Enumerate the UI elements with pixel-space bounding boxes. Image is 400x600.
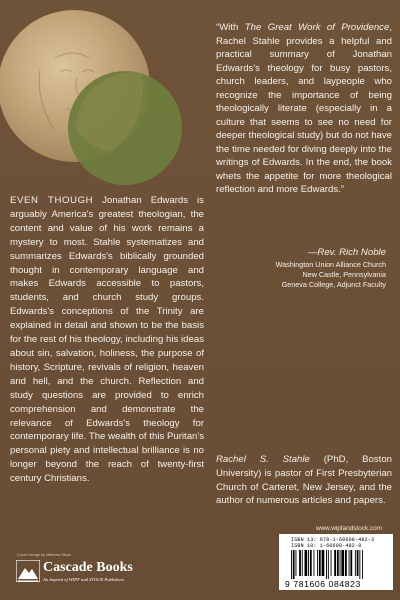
author-name: Rachel S. Stahle xyxy=(216,454,310,465)
endorsement-attribution xyxy=(211,247,386,291)
publisher-name: Cascade Books xyxy=(43,560,133,575)
barcode-bar xyxy=(359,550,360,579)
barcode-bar xyxy=(305,550,308,576)
barcode-bar xyxy=(317,550,318,576)
endorser-affiliation-1: Washington Union Alliance Church xyxy=(275,260,386,269)
isbn-13: ISBN 13: 978-1-60608-482-3 xyxy=(291,537,375,543)
description-lead: EVEN THOUGH xyxy=(10,195,94,206)
cover-design-credit: Cover Design by Matthew Stock xyxy=(17,553,72,557)
isbn-10: ISBN 10: 1-60608-482-8 xyxy=(291,543,362,549)
barcode-bar xyxy=(308,550,309,576)
book-description xyxy=(10,194,204,486)
barcode-bars xyxy=(289,550,385,579)
barcode-bar xyxy=(345,550,347,576)
mountain-logo-icon xyxy=(16,560,40,582)
barcode-bar xyxy=(302,550,303,576)
quote-book-title: The Great Work of Providence xyxy=(244,22,390,33)
barcode-number: 9 781606 084823 xyxy=(285,579,361,589)
barcode-bar xyxy=(293,550,295,579)
barcode-bar xyxy=(350,550,352,576)
publisher-subtitle: An Imprint of WIPF and STOCK Publishers xyxy=(43,577,125,582)
barcode-bar xyxy=(322,550,325,576)
barcode-bar xyxy=(357,550,359,576)
publisher-website: www.wipfandstock.com xyxy=(315,525,382,532)
endorsement-quote xyxy=(216,21,392,197)
endorser-name: —Rev. Rich Noble xyxy=(307,247,386,258)
barcode-bar xyxy=(314,550,315,576)
barcode-bar xyxy=(341,550,344,576)
barcode-bar xyxy=(328,550,329,579)
barcode-bar xyxy=(296,550,297,576)
author-bio xyxy=(216,453,392,508)
barcode-bar xyxy=(362,550,363,579)
endorser-affiliation-2: New Castle, Pennsylvania xyxy=(302,270,386,280)
barcode-bar xyxy=(334,550,336,576)
barcode-bar xyxy=(340,550,341,576)
barcode-bar xyxy=(319,550,321,576)
barcode-bar xyxy=(326,550,327,579)
quote-open: “With xyxy=(216,22,245,33)
barcode-bar xyxy=(291,550,292,579)
barcode-bar xyxy=(310,550,312,576)
description-body: Jonathan Edwards is arguably America's greatest theologian, the content and value of his work remains a mystery to most. Stahle systematizes and summarizes Edwards's biblically grounded thought in contemporary language and makes Edwards accessible to pastors, students, and church study groups. Edwards's conceptions of the Trinity are explained in detail and shown to be the basis for the rest of his theology, including his ideas about sin, salvation, holiness, the purpose of history, Scripture, revivals of religion, heaven and hell, and the church. Reflection and study questions are provided to enrich comprehension and demonstrate the relevance of Edwards's theology for contemporary life. The wealth of this Puritan's personal piety and intellectual brilliance is no longer beyond the reach of twenty-first century Christians. xyxy=(10,195,204,485)
publisher-logo-block xyxy=(16,560,166,584)
barcode-bar xyxy=(331,550,332,576)
author-bio-text: (PhD, Boston University) is pastor of First Presbyterian Church of Carteret, New Jersey, and the author of numerous articles and papers. xyxy=(216,454,392,507)
barcode-bar xyxy=(299,550,301,576)
barcode-bar xyxy=(337,550,339,576)
barcode-bar xyxy=(349,550,350,576)
endorser-affiliation-3: Geneva College, Adjunct Faculty xyxy=(281,280,386,290)
quote-body: , Rachel Stahle provides a helpful and practical summary of Jonathan Edwards's theology for busy pastors, church leaders, and laypeople who recognize the importance of being theologically literate (especially in a culture that seems to see no need for deeper theological study) but do not have the time needed for diving deeply into the writings of Edwards. In the end, the book whets the appetite for more theological reflection and more Edwards.” xyxy=(216,22,393,195)
barcode-bar xyxy=(355,550,356,576)
barcode-box xyxy=(279,534,393,590)
